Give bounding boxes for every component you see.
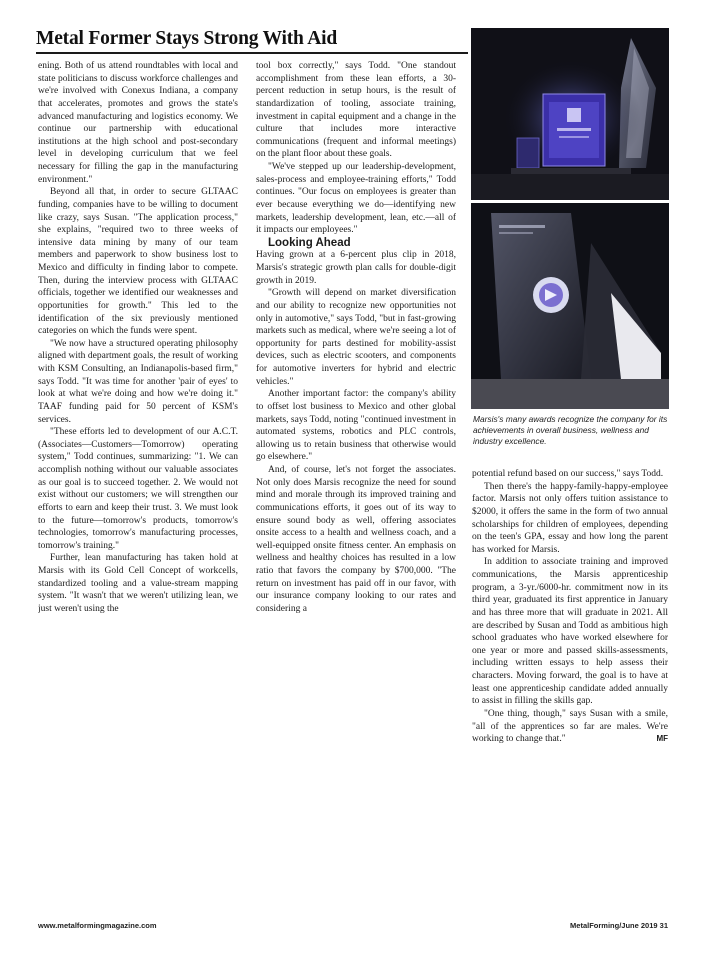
paragraph: Beyond all that, in order to secure GLTAAC funding, companies have to be willing to document like crazy, says Susan. "The application process," she explains, "required two to three weeks of intensive data mining by many of our team members and paperwork to show business lost to Mexico and difficulty in finding labor to compete. Then, during the interview process with GLTAAC officials, together we identified our weaknesses and opportunities for growth." This led to the identification of the six previously mentioned categories on which the funds were spent. [38,187,238,337]
paragraph: Having grown at a 6-percent plus clip in 2018, Marsis's strategic growth plan calls for double-digit growth in 2019. [256,250,456,286]
paragraph: potential refund based on our success," says Todd. [472,469,664,479]
photo-caption: Marsis's many awards recognize the company for its achievements in overall business, wellness and industry excellence. [473,414,668,446]
section-subhead: Looking Ahead [268,236,351,249]
awards-photo-top-image [471,28,669,200]
paragraph: And, of course, let's not forget the associates. Not only does Marsis recognize the need for sound mind and morale through its improved training and communications efforts, it goes out of its way to ensure sound body as well, offering associates onsite access to a health and wellness coach, and a well-equipped onsite fitness center. An emphasis on wellness and healthy choices has resulted in a low ratio that favors the company by $700,000. "The return on investment has paid off in our favor, with our insurance company looking to our rates and considering a [256,465,456,614]
paragraph-text: "One thing, though," says Susan with a smile, "all of the apprentices so far are males. We're working to change that." [472,708,668,745]
paragraph: "We now have a structured operating philosophy aligned with department goals, the result of working with KSM Consulting, an Indianapolis-based firm," says Todd. "It was time for another 'pair of eyes' to look at what we're doing and how we're doing it." TAAF funding paid for 50 percent of KSM's services. [38,338,238,425]
paragraph: Another important factor: the company's ability to offset lost business to Mexico and other global markets, says Todd, noting "continued investment in automated systems, robotics and PLC controls, allowing us to retain business that otherwise would go elsewhere." [256,389,456,463]
paragraph: "Growth will depend on market diversification and our ability to recognize new opportunities not only in automotive," says Todd, "but in fast-growing markets such as medical, where we're seeing a lot of opportunity for parts destined for mobility-assist devices, such as electric scooters, and components for automotive inverters for hybrid and electric vehicles." [256,288,456,387]
paragraph: "These efforts led to development of our A.C.T. (Associates—Customers—Tomorrow) operating system," Todd continues, summarizing: "1. We can accomplish nothing without our valuable associates as our goal is to succeed together. 2. We would not exist without our customers; we will strengthen our efforts to earn and keep their trust. 3. We must look to the future—tomorrow's products, tomorrow's technologies, tomorrow's manufacturing processes, tomorrow's training." [38,427,238,551]
paragraph: tool box correctly," says Todd. "One standout accomplishment from these lean efforts, a 30-percent reduction in setup hours, is the result of standardization of tooling, associate training, investment in capital equipment and a change in the culture that includes more interactive communications (frequent and informal meetings) on the plant floor about these goals. [256,61,456,160]
article-headline: Metal Former Stays Strong With Aid [36,28,338,49]
paragraph: "We've stepped up our leadership-development, sales-process and employee-training efforts," Todd continues. "Our focus on employees is greater than ever because everything we do—identifying new markets, leadership development, lean, etc.—all of it impacts our employees." [256,162,456,236]
end-mark: MF [656,734,668,744]
paragraph: Then there's the happy-family-happy-employee factor. Marsis not only offers tuition assistance to $2000, it offers the same in the form of two annual scholarships for children of employees, depending on the teen's GPA, essay and how long the parent has worked for Marsis. [472,481,668,555]
awards-photo-bottom [471,203,669,409]
paragraph: Further, lean manufacturing has taken hold at Marsis with its Gold Cell Concept of workcells, standardized tooling and a value-stream mapping system. "It wasn't that we weren't utilizing lean, we just weren't using the [38,553,238,614]
article-column-2 [256,60,456,910]
footer-website: www.metalformingmagazine.com [38,921,157,930]
paragraph: In addition to associate training and improved communications, the Marsis apprenticeship program, a 3-yr./6000-hr. commitment now in its third year, graduated its first apprentice in January and has three more that will graduate in 2021. All are described by Susan and Todd as ambitious high school graduates who have worked elsewhere for one year or more and passed skills-assessments, including written essays to help assess their characters. Moving forward, the goal is to have at least one apprenticeship candidate added annually to assist in filling the skills gap. [472,557,668,707]
awards-photo-bottom-image [471,203,669,409]
article-column-3 [472,468,668,908]
footer-issue-page: MetalForming/June 2019 31 [570,921,668,930]
awards-photo-top [471,28,669,200]
paragraph [472,708,668,746]
article-column-1 [38,60,238,910]
paragraph: ening. Both of us attend roundtables with local and state politicians to discuss workforce challenges and we're involved with Conexus Indiana, a company that accelerates, promotes and grows the state's advanced manufacturing and logistics economy. We continue our partnership with educational institutions at the high school and post-secondary level in developing curriculum that we feel necessary for filling the gap in the manufacturing environment." [38,61,238,185]
headline-rule [36,52,468,54]
